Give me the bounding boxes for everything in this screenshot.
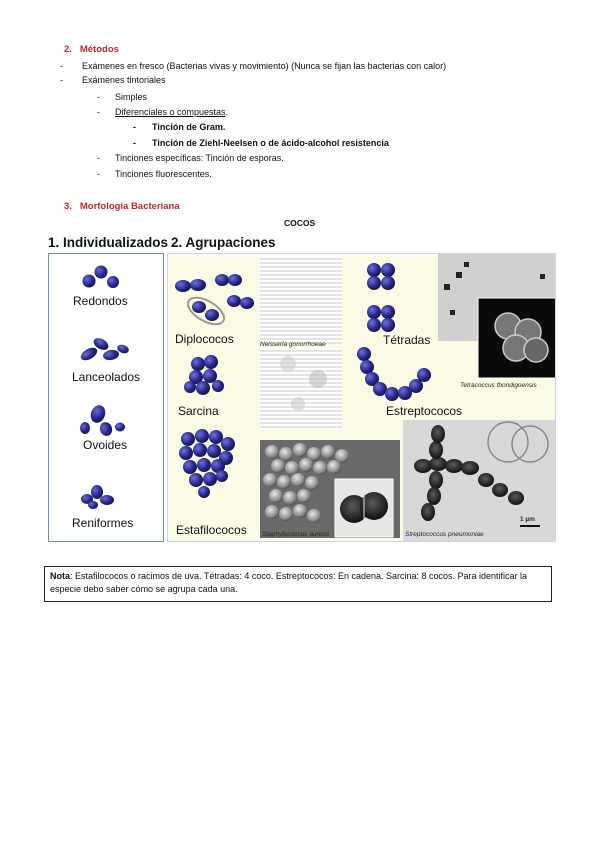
list-item-text: Tinciones específicas: Tinción de esporas.: [115, 153, 284, 163]
section-2-heading: [64, 44, 119, 55]
sub-list-item: [97, 152, 284, 164]
list-item-text: Tinción de Gram.: [152, 122, 226, 132]
bullet: -: [97, 107, 100, 117]
label-tetradas: Tétradas: [383, 333, 431, 347]
section-title: Métodos: [79, 44, 119, 55]
list-item: [60, 74, 166, 86]
label-ovoides: Ovoides: [83, 438, 128, 452]
list-item: [60, 60, 446, 72]
bullet: -: [60, 61, 63, 71]
bullet: -: [97, 92, 100, 102]
figure-title-agrupaciones: 2. Agrupaciones: [171, 235, 276, 250]
list-item-text: Exámenes tintoriales: [82, 75, 166, 85]
list-item-text: Exámenes en fresco (Bacterias vivas y movimiento) (Nunca se fijan las bacterias con calor): [82, 61, 447, 71]
sub-list-item: [97, 91, 147, 103]
label-estreptococos: Estreptococos: [386, 404, 463, 418]
caption-neisseria: Neisseria gonorrhoeae: [260, 341, 326, 348]
sub-sub-list-item: [133, 121, 225, 133]
bullet: -: [133, 138, 136, 148]
section-title: Morfología Bacteriana: [79, 201, 180, 212]
sub-list-item: [97, 168, 212, 180]
list-item-text: Tinciones fluorescentes.: [115, 169, 212, 179]
section-number: 2.: [64, 44, 72, 55]
note-label: Nota: [50, 571, 70, 581]
scale-bar-label: 1 µm: [520, 516, 535, 523]
caption-tetracoccus: Tetracoccus fbondigoensis: [460, 382, 537, 389]
bullet: -: [60, 75, 63, 85]
section-number: 3.: [64, 201, 72, 212]
subsection-title: COCOS: [284, 218, 316, 228]
label-lanceolados: Lanceolados: [72, 370, 141, 384]
sub-sub-list-item: [133, 137, 389, 149]
label-redondos: Redondos: [73, 294, 128, 308]
grouping-illustrations: [168, 254, 555, 541]
figure-title-individualizados: 1. Individualizados: [48, 235, 169, 250]
list-item-text: Diferenciales o compuestas: [115, 107, 226, 117]
caption-streptococcus: Streptococcus pneumoniae: [405, 531, 484, 538]
sub-list-item: [97, 106, 228, 118]
section-3-heading: [64, 201, 180, 212]
grouped-cocci-panel: [167, 253, 556, 542]
note-box: [44, 566, 552, 602]
label-sarcina: Sarcina: [178, 404, 219, 418]
bullet: -: [97, 153, 100, 163]
label-reniformes: Reniformes: [72, 516, 134, 530]
label-diplococos: Diplococos: [175, 332, 234, 346]
list-item-text: Tinción de Ziehl-Neelsen o de ácido-alcohol resistencia: [152, 138, 389, 148]
individual-cocci-panel: [48, 253, 164, 542]
label-estafilococos: Estafilococos: [176, 523, 247, 537]
punctuation: .: [225, 107, 229, 117]
bullet: -: [97, 169, 100, 179]
bullet: -: [133, 122, 136, 132]
caption-staphylococcus: Staphylococcus aureus: [262, 531, 330, 538]
list-item-text: Simples: [115, 92, 148, 102]
note-text: : Estafilococos o racimos de uva. Tétradas: 4 coco. Estreptococos: En cadena. Sarcina: 8 cocos. Para identificar la especie debo saber cómo se agrupa cada una.: [50, 571, 528, 594]
